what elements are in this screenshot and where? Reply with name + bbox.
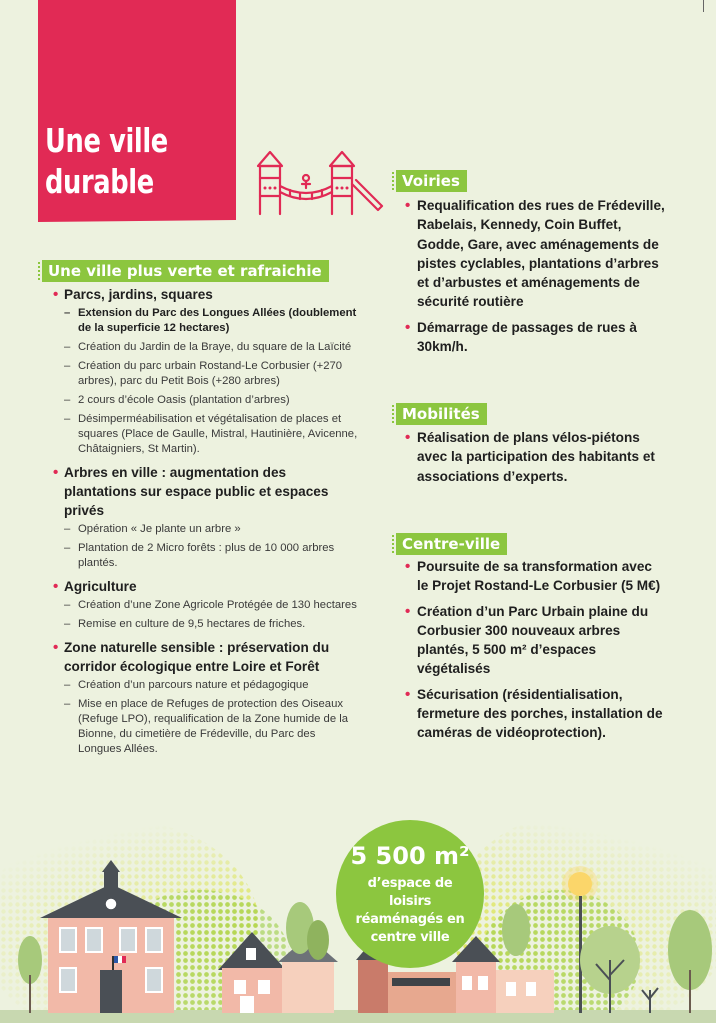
bullet-dot: • bbox=[53, 464, 59, 481]
title-block bbox=[38, 0, 236, 217]
bullet-dot: • bbox=[53, 639, 59, 656]
group-agriculture-label: Agriculture bbox=[64, 579, 137, 594]
fold-mark bbox=[703, 0, 704, 12]
section-heading-mobility: Mobilités bbox=[396, 403, 487, 425]
list-item: – Création du parc urbain Rostand-Le Corbusier (+270 arbres), parc du Petit Bois (+280 arbres) bbox=[64, 360, 343, 387]
list-item: • Sécurisation (résidentialisation, fermeture des porches, installation de caméras de vidéoprotection). bbox=[405, 685, 663, 741]
list-item: – 2 cours d’école Oasis (plantation d’arbres) bbox=[64, 394, 290, 406]
group-agriculture-title bbox=[52, 577, 360, 596]
list-item: – Création d’une Zone Agricole Protégée de 130 hectares bbox=[64, 599, 357, 611]
mobility-section bbox=[405, 428, 665, 492]
list-item: • Poursuite de sa transformation avec le Projet Rostand-Le Corbusier (5 M€) bbox=[405, 558, 661, 594]
list-item: • Réalisation de plans vélos-piétons avec la participation des habitants et associations d’experts. bbox=[405, 429, 655, 484]
title-line-1: Une ville bbox=[45, 121, 168, 160]
group-parks-label: Parcs, jardins, squares bbox=[64, 287, 213, 302]
group-natural-zone-list bbox=[52, 678, 360, 757]
page-title bbox=[45, 120, 168, 202]
badge-figure: 5 500 m² bbox=[350, 842, 470, 870]
section-heading-greener-city: Une ville plus verte et rafraichie bbox=[42, 260, 329, 282]
roads-section bbox=[405, 196, 665, 362]
list-item: – Remise en culture de 9,5 hectares de friches. bbox=[64, 618, 306, 630]
group-parks-list bbox=[52, 306, 360, 457]
bullet-dot: • bbox=[53, 286, 59, 303]
title-line-2: durable bbox=[45, 162, 154, 201]
list-item: – Création d’un parcours nature et pédagogique bbox=[64, 679, 309, 691]
left-column bbox=[52, 285, 360, 763]
list-item: • Création d’un Parc Urbain plaine du Corbusier 300 nouveaux arbres plantés, 5 500 m² d’espaces végétalisés bbox=[405, 602, 649, 677]
group-natural-zone-label: Zone naturelle sensible : préservation du corridor écologique entre Loire et Forêt bbox=[64, 640, 330, 674]
badge-caption: d’espace de loisirs réaménagés en centre ville bbox=[355, 876, 465, 945]
bullet-dot: • bbox=[53, 578, 59, 595]
list-item: – Mise en place de Refuges de protection des Oiseaux (Refuge LPO), requalification de la Zone humide de la Bionne, du cimetière de Frédeville, du Parc des Longues Allées. bbox=[64, 698, 349, 755]
city-centre-section bbox=[405, 557, 665, 749]
group-agriculture-list bbox=[52, 598, 360, 632]
section-heading-city-centre: Centre-ville bbox=[396, 533, 507, 555]
list-item: – Extension du Parc des Longues Allées (doublement de la superficie 12 hectares) bbox=[64, 307, 357, 334]
list-item: – Plantation de 2 Micro forêts : plus de 10 000 arbres plantés. bbox=[64, 542, 335, 569]
list-item: • Requalification des rues de Frédeville, Rabelais, Kennedy, Coin Buffet, Godde, Gare, avec aménagements de pistes cyclables, plantations d’arbres et d’arbustes et aménagements de sécurité routière bbox=[405, 197, 665, 310]
list-item: – Désimperméabilisation et végétalisation de places et squares (Place de Gaulle, Mistral, Hautinière, Avicenne, Châtaigniers, St Martin). bbox=[64, 413, 358, 455]
group-trees-label: Arbres en ville : augmentation des plantations sur espace public et espaces privés bbox=[64, 465, 329, 518]
group-trees-title bbox=[52, 463, 360, 520]
section-heading-roads: Voiries bbox=[396, 170, 467, 192]
list-item: • Démarrage de passages de rues à 30km/h. bbox=[405, 318, 637, 355]
group-natural-zone-title bbox=[52, 638, 360, 676]
list-item: – Création du Jardin de la Braye, du square de la Laïcité bbox=[64, 341, 352, 353]
group-parks-title bbox=[52, 285, 360, 304]
list-item: – Opération « Je plante un arbre » bbox=[64, 523, 241, 535]
surface-badge bbox=[336, 820, 484, 968]
playground-icon bbox=[252, 148, 384, 218]
group-trees-list bbox=[52, 522, 360, 571]
